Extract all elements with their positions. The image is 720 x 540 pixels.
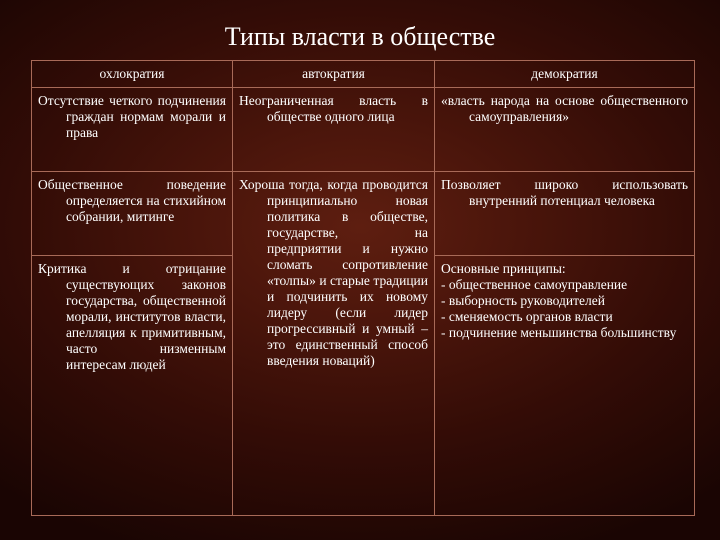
column-header-democracy: демократия — [435, 61, 695, 88]
ochlocracy-criticism-text: Критика и отрицание существующих законов государства, общественной морали, институтов власти, апелляция к примитивным, часто низменным интересам людей — [38, 261, 226, 372]
principle-item: - общественное самоуправление — [441, 277, 628, 292]
column-header-ochlocracy: охлократия — [32, 61, 233, 88]
democracy-definition-text: «власть народа на основе общественного самоуправления» — [441, 93, 688, 124]
ochlocracy-behavior-text: Общественное поведение определяется на стихийном собрании, митинге — [38, 177, 226, 224]
ochlocracy-definition-text: Отсутствие четкого подчинения граждан нормам морали и права — [38, 93, 226, 140]
column-header-autocracy: автократия — [233, 61, 435, 88]
cell-autocracy-usage — [233, 172, 435, 516]
cell-ochlocracy-behavior — [32, 172, 233, 256]
cell-democracy-principles — [435, 256, 695, 516]
table-header-row — [32, 61, 695, 88]
principle-item: - выборность руководителей — [441, 293, 605, 308]
table-row — [32, 88, 695, 172]
page-title: Типы власти в обществе — [224, 22, 496, 51]
table-row — [32, 172, 695, 256]
democracy-principles-heading: Основные принципы: — [441, 261, 566, 276]
cell-democracy-definition — [435, 88, 695, 172]
principle-item: - сменяемость органов власти — [441, 309, 613, 324]
cell-autocracy-definition — [233, 88, 435, 172]
power-types-table — [31, 60, 695, 516]
principle-item: - подчинение меньшинства большинству — [441, 325, 677, 340]
cell-democracy-potential — [435, 172, 695, 256]
autocracy-definition-text: Неограниченная власть в обществе одного лица — [239, 93, 428, 124]
autocracy-usage-text: Хороша тогда, когда проводится принципиально новая политика в обществе, государстве, на предприятии и нужно сломать сопротивление «толпы» и старые традиции и подчинить их новому лидеру (если лидер прогрессивный и умный – это единственный способ введения новаций) — [239, 177, 428, 368]
cell-ochlocracy-definition — [32, 88, 233, 172]
democracy-potential-text: Позволяет широко использовать внутренний потенциал человека — [441, 177, 688, 208]
cell-ochlocracy-criticism — [32, 256, 233, 516]
